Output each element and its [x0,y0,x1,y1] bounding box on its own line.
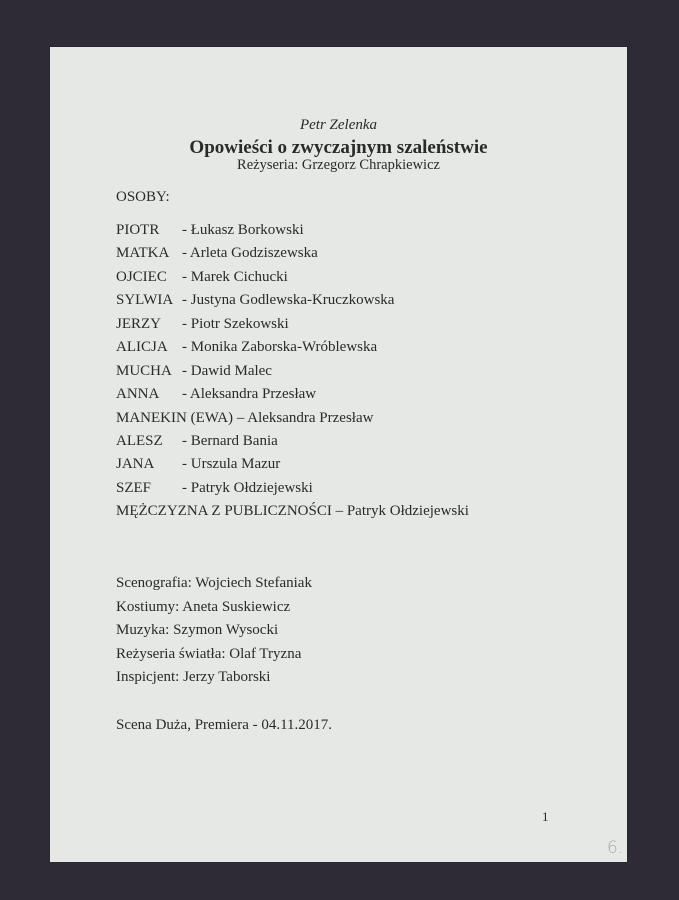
cast-row [116,221,469,244]
cast-role: ALICJA [116,339,168,356]
page-number: 1 [542,809,549,824]
cast-role: ALESZ [116,432,163,449]
document-page [50,47,627,862]
cast-actor: - Arleta Godziszewska [182,245,318,262]
credits-list [116,574,312,692]
cast-role: JERZY [116,315,161,332]
cast-row [116,362,469,385]
cast-actor: - Justyna Godlewska-Kruczkowska [182,292,395,309]
cast-heading: OSOBY: [116,189,170,205]
cast-row [116,244,469,267]
cast-actor: - Piotr Szekowski [182,315,289,332]
cast-actor: - Marek Cichucki [182,268,288,285]
cast-role: SZEF [116,479,152,496]
handwritten-page-mark: 6. [607,838,624,858]
credit-stage-manager: Inspicjent: Jerzy Taborski [116,669,271,685]
cast-row [116,479,469,502]
cast-role: OJCIEC [116,268,167,285]
cast-role: ANNA [116,386,160,403]
premiere-line: Scena Duża, Premiera - 04.11.2017. [116,717,333,733]
cast-row [116,338,469,361]
credit-costumes: Kostiumy: Aneta Suskiewicz [116,598,291,615]
cast-row [116,385,469,408]
cast-role: MANEKIN (EWA) [116,409,234,426]
play-title: Opowieści o zwyczajnym szaleństwie [189,137,488,158]
cast-role: MATKA [116,245,170,262]
cast-actor: – Aleksandra Przesław [233,409,374,426]
cast-actor: - Łukasz Borkowski [182,222,304,238]
cast-role: JANA [116,456,155,473]
cast-row [116,409,469,432]
cast-actor: - Aleksandra Przesław [182,386,317,403]
cast-row [116,315,469,338]
credit-lighting: Reżyseria światła: Olaf Tryzna [116,645,302,662]
cast-list [116,221,469,526]
cast-row [116,502,469,525]
cast-actor: – Patryk Ołdziejewski [331,503,469,520]
cast-role: SYLWIA [116,292,174,309]
cast-role: MUCHA [116,362,172,379]
credit-scenography: Scenografia: Wojciech Stefaniak [116,575,312,591]
cast-actor: - Bernard Bania [182,432,278,449]
cast-actor: - Patryk Ołdziejewski [182,479,313,496]
cast-actor: - Monika Zaborska-Wróblewska [182,339,378,356]
cast-actor: - Dawid Malec [182,362,272,379]
cast-role: MĘŻCZYZNA Z PUBLICZNOŚCI [116,503,332,520]
cast-actor: - Urszula Mazur [182,456,281,473]
author: Petr Zelenka [299,117,378,133]
credit-music: Muzyka: Szymon Wysocki [116,622,279,638]
director-line: Reżyseria: Grzegorz Chrapkiewicz [237,157,440,173]
cast-row [116,432,469,455]
cast-row [116,455,469,478]
cast-row [116,291,469,314]
cast-role: PIOTR [116,222,160,238]
cast-row [116,268,469,291]
